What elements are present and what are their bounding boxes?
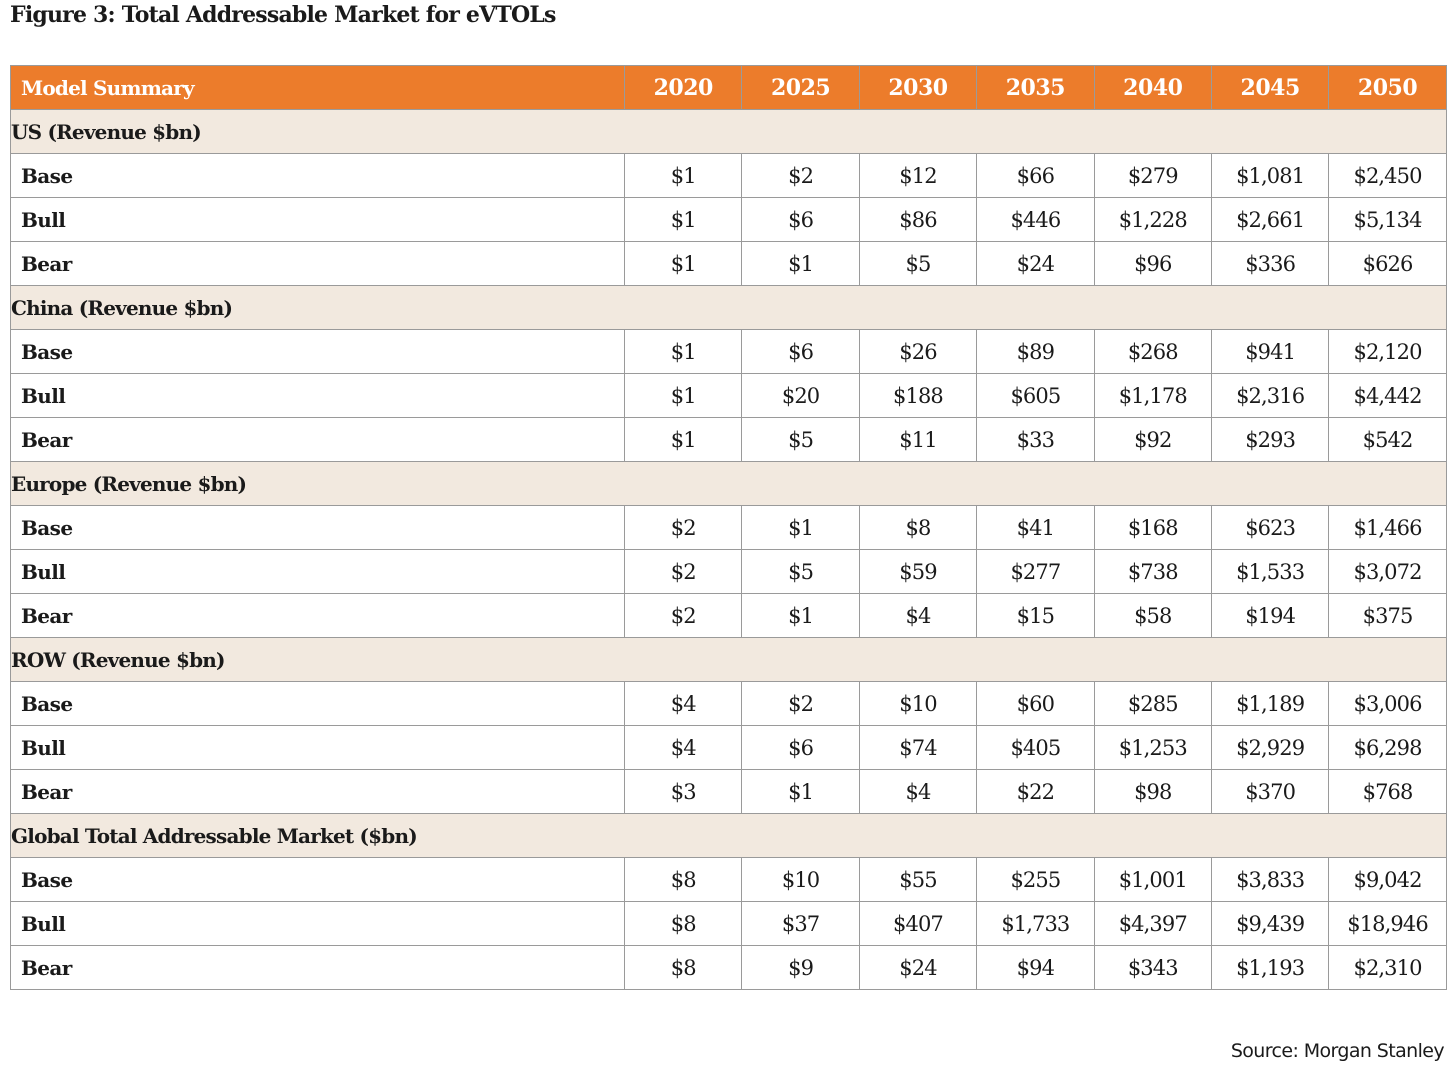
value-cell: $941 bbox=[1211, 330, 1328, 374]
table-row bbox=[11, 418, 1447, 462]
scenario-label: Bear bbox=[11, 418, 625, 462]
value-cell: $96 bbox=[1094, 242, 1211, 286]
table-row bbox=[11, 374, 1447, 418]
model-summary-table bbox=[10, 65, 1447, 990]
table-row bbox=[11, 550, 1447, 594]
value-cell: $405 bbox=[977, 726, 1094, 770]
value-cell: $446 bbox=[977, 198, 1094, 242]
value-cell: $86 bbox=[859, 198, 976, 242]
value-cell: $1,081 bbox=[1211, 154, 1328, 198]
value-cell: $407 bbox=[859, 902, 976, 946]
value-cell: $41 bbox=[977, 506, 1094, 550]
table-row bbox=[11, 154, 1447, 198]
value-cell: $1 bbox=[742, 506, 859, 550]
value-cell: $59 bbox=[859, 550, 976, 594]
section-title: US (Revenue $bn) bbox=[11, 110, 1447, 154]
value-cell: $1 bbox=[625, 374, 742, 418]
table-body bbox=[11, 110, 1447, 990]
header-year: 2030 bbox=[859, 66, 976, 110]
header-year: 2045 bbox=[1211, 66, 1328, 110]
value-cell: $1,178 bbox=[1094, 374, 1211, 418]
value-cell: $1 bbox=[625, 242, 742, 286]
scenario-label: Bear bbox=[11, 594, 625, 638]
value-cell: $94 bbox=[977, 946, 1094, 990]
value-cell: $370 bbox=[1211, 770, 1328, 814]
scenario-label: Base bbox=[11, 154, 625, 198]
value-cell: $26 bbox=[859, 330, 976, 374]
value-cell: $336 bbox=[1211, 242, 1328, 286]
header-year: 2040 bbox=[1094, 66, 1211, 110]
scenario-label: Bull bbox=[11, 726, 625, 770]
table-row bbox=[11, 858, 1447, 902]
table-header-row bbox=[11, 66, 1447, 110]
table-row bbox=[11, 682, 1447, 726]
value-cell: $279 bbox=[1094, 154, 1211, 198]
value-cell: $1,193 bbox=[1211, 946, 1328, 990]
scenario-label: Base bbox=[11, 682, 625, 726]
value-cell: $5 bbox=[742, 418, 859, 462]
table-row bbox=[11, 770, 1447, 814]
value-cell: $20 bbox=[742, 374, 859, 418]
scenario-label: Base bbox=[11, 506, 625, 550]
value-cell: $9,439 bbox=[1211, 902, 1328, 946]
header-year: 2050 bbox=[1329, 66, 1446, 110]
value-cell: $2,316 bbox=[1211, 374, 1328, 418]
table-row bbox=[11, 330, 1447, 374]
value-cell: $1 bbox=[742, 242, 859, 286]
value-cell: $2 bbox=[625, 550, 742, 594]
value-cell: $188 bbox=[859, 374, 976, 418]
value-cell: $92 bbox=[1094, 418, 1211, 462]
value-cell: $3 bbox=[625, 770, 742, 814]
value-cell: $2 bbox=[625, 594, 742, 638]
value-cell: $2 bbox=[742, 154, 859, 198]
table-row bbox=[11, 726, 1447, 770]
value-cell: $1,001 bbox=[1094, 858, 1211, 902]
value-cell: $1,189 bbox=[1211, 682, 1328, 726]
value-cell: $4,442 bbox=[1329, 374, 1446, 418]
value-cell: $5,134 bbox=[1329, 198, 1446, 242]
value-cell: $1 bbox=[625, 154, 742, 198]
value-cell: $2 bbox=[625, 506, 742, 550]
value-cell: $1 bbox=[625, 418, 742, 462]
header-year: 2035 bbox=[977, 66, 1094, 110]
section-row bbox=[11, 110, 1447, 154]
value-cell: $2,120 bbox=[1329, 330, 1446, 374]
scenario-label: Base bbox=[11, 330, 625, 374]
value-cell: $2,310 bbox=[1329, 946, 1446, 990]
value-cell: $168 bbox=[1094, 506, 1211, 550]
section-row bbox=[11, 814, 1447, 858]
value-cell: $60 bbox=[977, 682, 1094, 726]
scenario-label: Bull bbox=[11, 198, 625, 242]
value-cell: $4 bbox=[625, 726, 742, 770]
scenario-label: Bear bbox=[11, 242, 625, 286]
table-row bbox=[11, 242, 1447, 286]
value-cell: $6 bbox=[742, 198, 859, 242]
value-cell: $626 bbox=[1329, 242, 1446, 286]
value-cell: $10 bbox=[859, 682, 976, 726]
table-row bbox=[11, 594, 1447, 638]
value-cell: $623 bbox=[1211, 506, 1328, 550]
value-cell: $5 bbox=[742, 550, 859, 594]
value-cell: $4,397 bbox=[1094, 902, 1211, 946]
value-cell: $9 bbox=[742, 946, 859, 990]
value-cell: $3,006 bbox=[1329, 682, 1446, 726]
value-cell: $1,733 bbox=[977, 902, 1094, 946]
value-cell: $738 bbox=[1094, 550, 1211, 594]
header-year: 2025 bbox=[742, 66, 859, 110]
table-row bbox=[11, 946, 1447, 990]
value-cell: $2,929 bbox=[1211, 726, 1328, 770]
value-cell: $74 bbox=[859, 726, 976, 770]
table-row bbox=[11, 198, 1447, 242]
value-cell: $194 bbox=[1211, 594, 1328, 638]
section-title: Europe (Revenue $bn) bbox=[11, 462, 1447, 506]
section-row bbox=[11, 286, 1447, 330]
value-cell: $15 bbox=[977, 594, 1094, 638]
value-cell: $12 bbox=[859, 154, 976, 198]
section-title: Global Total Addressable Market ($bn) bbox=[11, 814, 1447, 858]
value-cell: $22 bbox=[977, 770, 1094, 814]
value-cell: $1,466 bbox=[1329, 506, 1446, 550]
section-row bbox=[11, 462, 1447, 506]
value-cell: $6,298 bbox=[1329, 726, 1446, 770]
value-cell: $375 bbox=[1329, 594, 1446, 638]
value-cell: $24 bbox=[977, 242, 1094, 286]
table-row bbox=[11, 902, 1447, 946]
value-cell: $58 bbox=[1094, 594, 1211, 638]
value-cell: $293 bbox=[1211, 418, 1328, 462]
value-cell: $89 bbox=[977, 330, 1094, 374]
value-cell: $768 bbox=[1329, 770, 1446, 814]
scenario-label: Bear bbox=[11, 946, 625, 990]
value-cell: $8 bbox=[625, 902, 742, 946]
value-cell: $255 bbox=[977, 858, 1094, 902]
value-cell: $18,946 bbox=[1329, 902, 1446, 946]
scenario-label: Bull bbox=[11, 902, 625, 946]
value-cell: $8 bbox=[859, 506, 976, 550]
value-cell: $2 bbox=[742, 682, 859, 726]
value-cell: $4 bbox=[625, 682, 742, 726]
value-cell: $4 bbox=[859, 770, 976, 814]
value-cell: $285 bbox=[1094, 682, 1211, 726]
value-cell: $9,042 bbox=[1329, 858, 1446, 902]
value-cell: $3,072 bbox=[1329, 550, 1446, 594]
scenario-label: Bull bbox=[11, 374, 625, 418]
value-cell: $542 bbox=[1329, 418, 1446, 462]
section-title: ROW (Revenue $bn) bbox=[11, 638, 1447, 682]
value-cell: $4 bbox=[859, 594, 976, 638]
value-cell: $2,661 bbox=[1211, 198, 1328, 242]
value-cell: $8 bbox=[625, 858, 742, 902]
header-model-summary: Model Summary bbox=[11, 66, 625, 110]
source-note: Source: Morgan Stanley bbox=[1230, 1040, 1444, 1062]
value-cell: $24 bbox=[859, 946, 976, 990]
value-cell: $605 bbox=[977, 374, 1094, 418]
section-row bbox=[11, 638, 1447, 682]
table-row bbox=[11, 506, 1447, 550]
value-cell: $37 bbox=[742, 902, 859, 946]
value-cell: $8 bbox=[625, 946, 742, 990]
value-cell: $1,533 bbox=[1211, 550, 1328, 594]
value-cell: $1,228 bbox=[1094, 198, 1211, 242]
value-cell: $33 bbox=[977, 418, 1094, 462]
value-cell: $3,833 bbox=[1211, 858, 1328, 902]
value-cell: $66 bbox=[977, 154, 1094, 198]
value-cell: $6 bbox=[742, 726, 859, 770]
value-cell: $268 bbox=[1094, 330, 1211, 374]
value-cell: $1 bbox=[625, 330, 742, 374]
value-cell: $55 bbox=[859, 858, 976, 902]
header-year: 2020 bbox=[625, 66, 742, 110]
value-cell: $1 bbox=[742, 770, 859, 814]
value-cell: $10 bbox=[742, 858, 859, 902]
scenario-label: Bear bbox=[11, 770, 625, 814]
scenario-label: Bull bbox=[11, 550, 625, 594]
value-cell: $11 bbox=[859, 418, 976, 462]
value-cell: $1,253 bbox=[1094, 726, 1211, 770]
value-cell: $6 bbox=[742, 330, 859, 374]
scenario-label: Base bbox=[11, 858, 625, 902]
value-cell: $1 bbox=[625, 198, 742, 242]
value-cell: $343 bbox=[1094, 946, 1211, 990]
value-cell: $2,450 bbox=[1329, 154, 1446, 198]
value-cell: $5 bbox=[859, 242, 976, 286]
figure-title: Figure 3: Total Addressable Market for eVTOLs bbox=[10, 2, 556, 28]
value-cell: $1 bbox=[742, 594, 859, 638]
value-cell: $277 bbox=[977, 550, 1094, 594]
value-cell: $98 bbox=[1094, 770, 1211, 814]
section-title: China (Revenue $bn) bbox=[11, 286, 1447, 330]
